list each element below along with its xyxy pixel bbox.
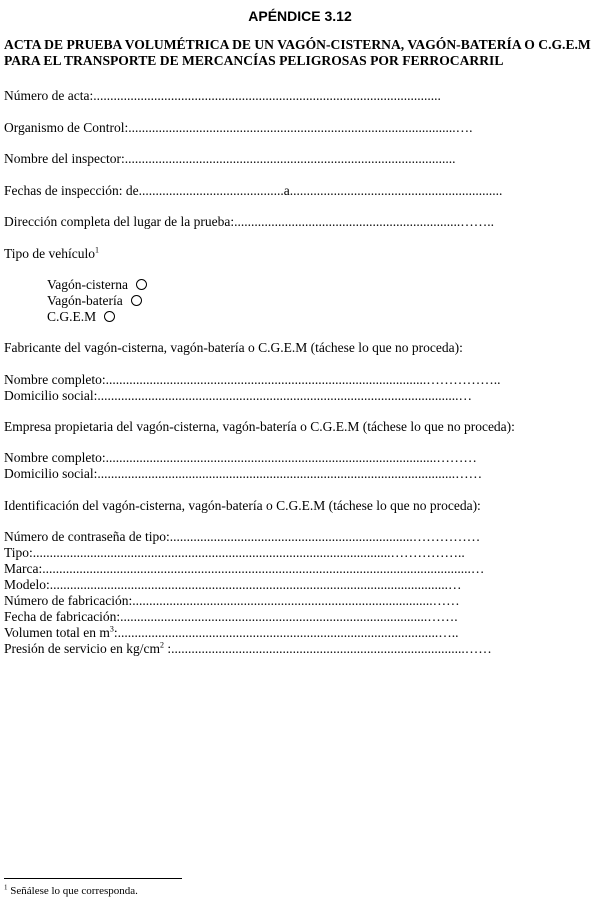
field-marca[interactable]: Marca:...............................................................................................................................…: [4, 561, 485, 576]
option-vagon-bateria[interactable]: [47, 293, 142, 309]
field-empresa-domicilio[interactable]: Domicilio social:..........................................................................................................……: [4, 466, 483, 481]
radio-circle-icon[interactable]: [136, 279, 147, 290]
field-nombre-inspector[interactable]: Nombre del inspector:..................................................................................................: [4, 151, 456, 166]
vehicle-type-label-text: Tipo de vehículo: [4, 246, 95, 261]
volumen-label: Volumen total en m: [4, 625, 110, 640]
footnote-divider: [4, 878, 182, 879]
field-tipo[interactable]: Tipo:..........................................................................................................……………..: [4, 545, 465, 560]
form-title: [4, 37, 600, 69]
footnote-reference: 1: [95, 245, 99, 255]
field-numero-acta[interactable]: Número de acta:.......................................................................................................: [4, 88, 441, 103]
form-title-line-1: ACTA DE PRUEBA VOLUMÉTRICA DE UN VAGÓN-CISTERNA, VAGÓN-BATERÍA O C.G.E.M: [4, 37, 591, 52]
option-label: Vagón-cisterna: [47, 277, 128, 292]
identificacion-heading: Identificación del vagón-cisterna, vagón-batería o C.G.E.M (táchese lo que no proceda):: [4, 498, 481, 513]
presion-dots: :.......................................................................................……: [163, 641, 492, 656]
radio-circle-icon[interactable]: [104, 311, 115, 322]
field-modelo[interactable]: Modelo:......................................................................................................................…: [4, 577, 462, 592]
option-vagon-cisterna[interactable]: [47, 277, 147, 293]
radio-circle-icon[interactable]: [131, 295, 142, 306]
volumen-exponent: 3: [109, 624, 114, 634]
field-fecha-fabricacion[interactable]: Fecha de fabricación:...........................................................................................…….: [4, 609, 458, 624]
option-label: C.G.E.M: [47, 309, 97, 324]
appendix-heading: APÉNDICE 3.12: [248, 8, 352, 24]
footnote-text: Señálese lo que corresponda.: [7, 885, 138, 897]
volumen-dots: :...............................................................................................…..: [113, 625, 459, 640]
empresa-heading: Empresa propietaria del vagón-cisterna, vagón-batería o C.G.E.M (táchese lo que no proceda):: [4, 419, 515, 434]
field-fabricante-nombre[interactable]: Nombre completo:...............................................................................................……………..: [4, 372, 501, 387]
field-direccion-prueba[interactable]: Dirección completa del lugar de la prueba:...................................................................……..: [4, 214, 495, 229]
footnote: [4, 885, 138, 897]
field-fechas-inspeccion[interactable]: Fechas de inspección: de...........................................a...............................................................: [4, 183, 503, 198]
field-numero-fabricacion[interactable]: Número de fabricación:.........................................................................................……: [4, 593, 460, 608]
field-fabricante-domicilio[interactable]: Domicilio social:...........................................................................................................…: [4, 388, 472, 403]
option-label: Vagón-batería: [47, 293, 123, 308]
field-volumen-total[interactable]: [4, 625, 459, 641]
fabricante-heading: Fabricante del vagón-cisterna, vagón-batería o C.G.E.M (táchese lo que no proceda):: [4, 340, 463, 355]
field-contrasena-tipo[interactable]: Número de contraseña de tipo:........................................................................……………: [4, 529, 481, 544]
field-organismo-control[interactable]: Organismo de Control:.................................................................................................….: [4, 120, 473, 135]
footnote-number: 1: [4, 883, 8, 892]
vehicle-type-label: [4, 246, 99, 262]
form-title-line-2: PARA EL TRANSPORTE DE MERCANCÍAS PELIGROSAS POR FERROCARRIL: [4, 53, 504, 68]
presion-exponent: 2: [159, 640, 164, 650]
field-presion-servicio[interactable]: [4, 641, 492, 657]
option-cgem[interactable]: [47, 309, 115, 325]
presion-label: Presión de servicio en kg/cm: [4, 641, 160, 656]
field-empresa-nombre[interactable]: Nombre completo:..................................................................................................………: [4, 450, 477, 465]
